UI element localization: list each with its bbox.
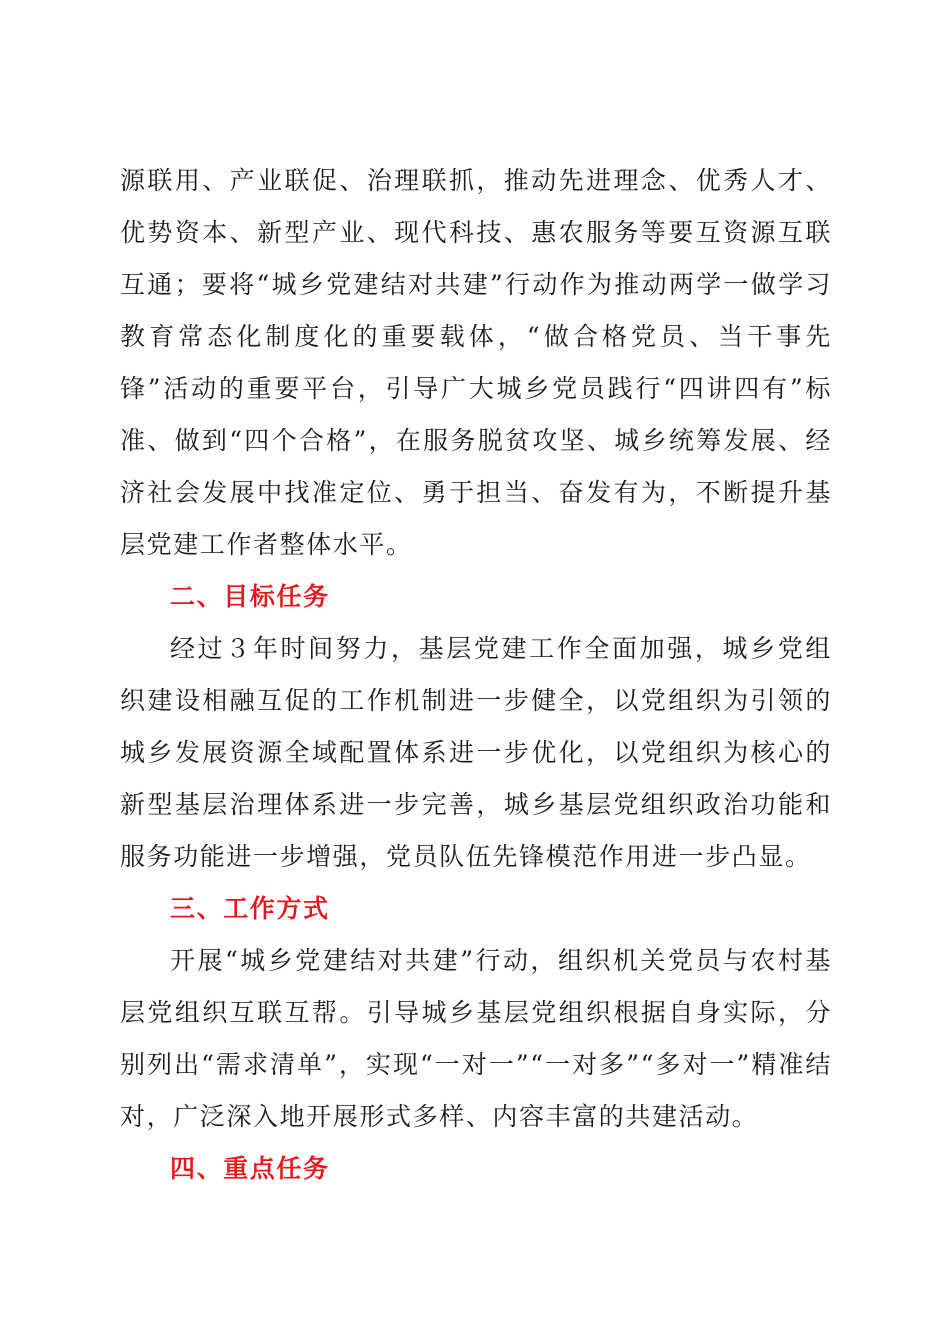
paragraph-continued: 源联用、产业联促、治理联抓，推动先进理念、优秀人才、优势资本、新型产业、现代科技、惠农服务等要互资源互联互通；要将“城乡党建结对共建”行动作为推动两学一做学习教育常态化制度化的重要载体，“做合格党员、当干事先锋”活动的重要平台，引导广大城乡党员践行“四讲四有”标准、做到“四个合格”，在服务脱贫攻坚、城乡统筹发展、经济社会发展中找准定位、勇于担当、奋发有为，不断提升基层党建工作者整体水平。: [120, 166, 832, 559]
section-heading-methods: 三、工作方式: [170, 894, 330, 923]
paragraph-goals: 经过３年时间努力，基层党建工作全面加强，城乡党组织建设相融互促的工作机制进一步健全，以党组织为引领的城乡发展资源全域配置体系进一步优化，以党组织为核心的新型基层治理体系进一步完善，城乡基层党组织政治功能和服务功能进一步增强，党员队伍先锋模范作用进一步凸显。: [120, 634, 832, 871]
paragraph-methods: 开展“城乡党建结对共建”行动，组织机关党员与农村基层党组织互联互帮。引导城乡基层党组织根据自身实际，分别列出“需求清单”，实现“一对一”“一对多”“多对一”精准结对，广泛深入地开展形式多样、内容丰富的共建活动。: [120, 946, 832, 1131]
section-heading-goals: 二、目标任务: [170, 582, 330, 611]
document-body: [120, 155, 832, 1195]
section-heading-key-tasks: 四、重点任务: [170, 1154, 330, 1183]
